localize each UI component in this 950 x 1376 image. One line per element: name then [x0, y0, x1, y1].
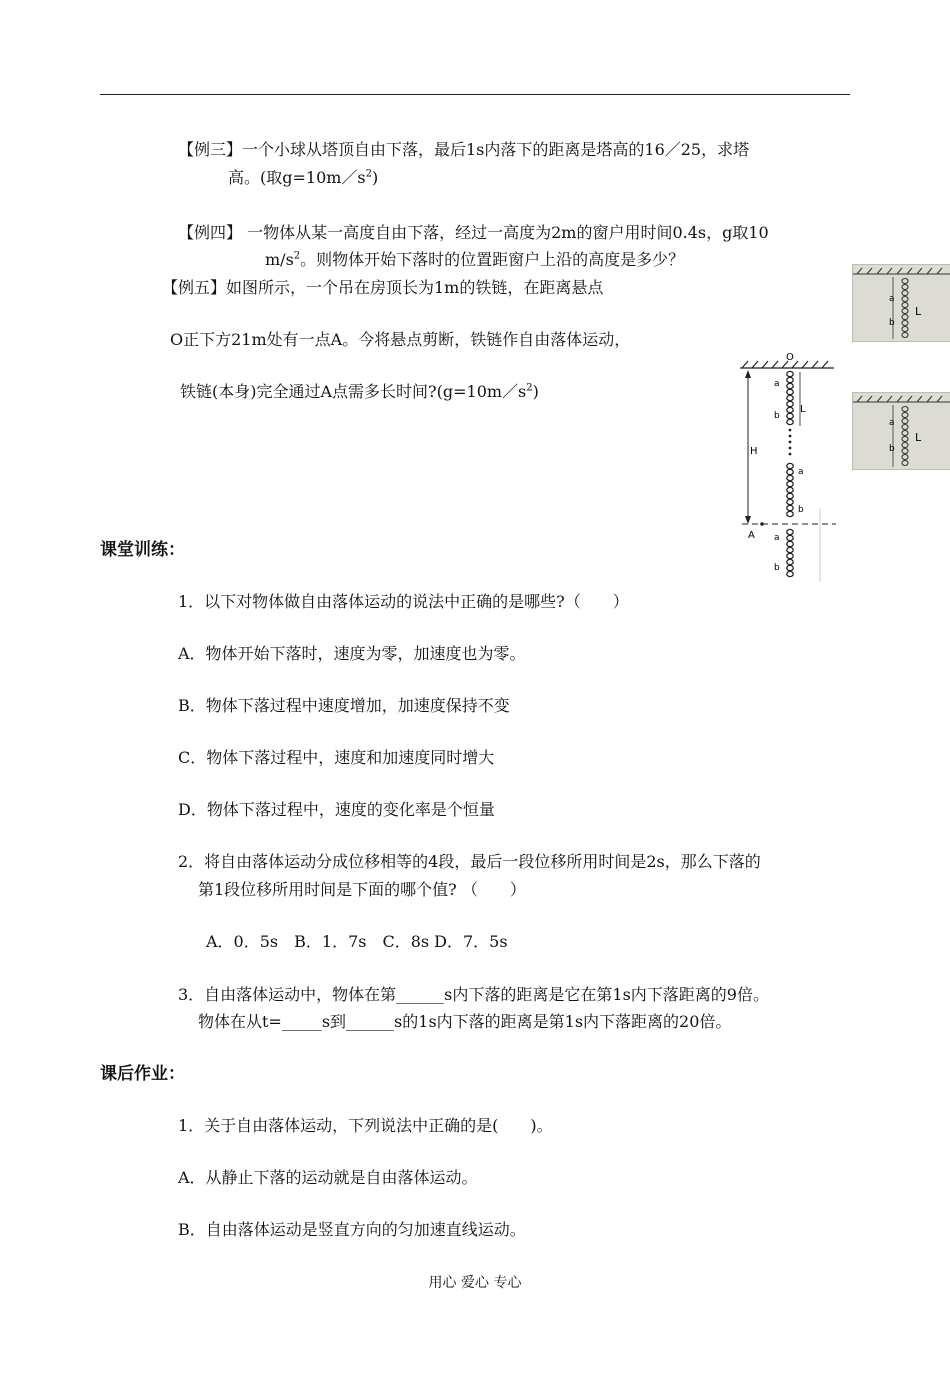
- point-a-dot: [760, 522, 764, 526]
- h-arrow-down-icon: [745, 516, 751, 524]
- svg-text:b: b: [889, 444, 895, 454]
- page-footer: 用心 爱心 专心: [428, 1275, 522, 1291]
- example3-line2: 高。(取$g=10m/s^2$): [228, 168, 379, 187]
- label-a-mid: a: [798, 467, 804, 477]
- svg-text:L: L: [915, 305, 922, 318]
- chain-dots: [789, 429, 792, 456]
- chain-thumbnail-top: [852, 264, 950, 342]
- training-q3-line2: 物体在从t=_____s到______s的1s内下落的距离是第1s内下落距离的20倍。: [198, 1012, 732, 1031]
- training-q2-line1: 2．将自由落体运动分成位移相等的4段，最后一段位移所用时间是2s，那么下落的: [178, 852, 761, 871]
- homework-q1-option-a: A．从静止下落的运动就是自由落体运动。: [178, 1168, 478, 1187]
- header-rule: [100, 94, 850, 95]
- label-a-bottom: a: [774, 533, 780, 543]
- label-b-mid: b: [798, 505, 804, 515]
- training-q1: 1．以下对物体做自由落体运动的说法中正确的是哪些?（ ）: [178, 592, 629, 611]
- label-b-bottom: b: [774, 563, 780, 573]
- svg-text:b: b: [889, 318, 895, 328]
- label-b-top: b: [774, 411, 780, 421]
- svg-text:L: L: [915, 431, 922, 444]
- example5-line3: 铁链(本身)完全通过A点需多长时间$?(g=10m/s^2)$: [180, 382, 539, 401]
- homework-q1-option-b: B．自由落体运动是竖直方向的匀加速直线运动。: [178, 1220, 526, 1239]
- label-point-a: A: [748, 530, 755, 541]
- example3-line1: 【例三】一个小球从塔顶自由下落，最后1s内落下的距离是塔高的16／25，求塔: [178, 140, 750, 159]
- svg-text:a: a: [889, 294, 895, 304]
- chain-figure: [728, 348, 840, 584]
- label-a-top: a: [774, 379, 780, 389]
- section-heading-homework: 课后作业：: [100, 1064, 185, 1084]
- homework-q1: 1．关于自由落体运动，下列说法中正确的是( )。: [178, 1116, 553, 1135]
- training-q2-line2: 第1段位移所用时间是下面的哪个值? （ ）: [198, 880, 526, 899]
- label-l: L: [800, 404, 806, 415]
- h-arrow-up-icon: [745, 370, 751, 378]
- example4-line1: 【例四】 一物体从某一高度自由下落，经过一高度为2m的窗户用时间0.4s，g取10: [178, 223, 769, 242]
- label-h: H: [750, 446, 758, 457]
- example4-line2: $m/s^2$。则物体开始下落时的位置距窗户上沿的高度是多少？: [265, 250, 685, 269]
- svg-text:a: a: [889, 418, 895, 428]
- training-q1-option-d: D．物体下落过程中，速度的变化率是个恒量: [178, 800, 495, 819]
- training-q1-option-a: A．物体开始下落时，速度为零，加速度也为零。: [178, 644, 526, 663]
- example5-line2: O正下方21m处有一点A。今将悬点剪断，铁链作自由落体运动，: [170, 330, 631, 349]
- label-o: O: [786, 352, 794, 363]
- training-q2-options: A．0．5s B．1．7s C．8s D．7．5s: [206, 932, 508, 951]
- training-q1-option-b: B．物体下落过程中速度增加，加速度保持不变: [178, 696, 510, 715]
- chain-links: [787, 371, 793, 576]
- section-heading-training: 课堂训练：: [100, 540, 185, 560]
- training-q3-line1: 3．自由落体运动中，物体在第______s内下落的距离是它在第1s内下落距离的9倍。: [178, 985, 769, 1004]
- example5-line1: 【例五】如图所示，一个吊在房顶长为1m的铁链，在距离悬点: [162, 278, 604, 297]
- training-q1-option-c: C．物体下落过程中，速度和加速度同时增大: [178, 748, 495, 767]
- chain-thumbnail-bottom: [852, 392, 950, 470]
